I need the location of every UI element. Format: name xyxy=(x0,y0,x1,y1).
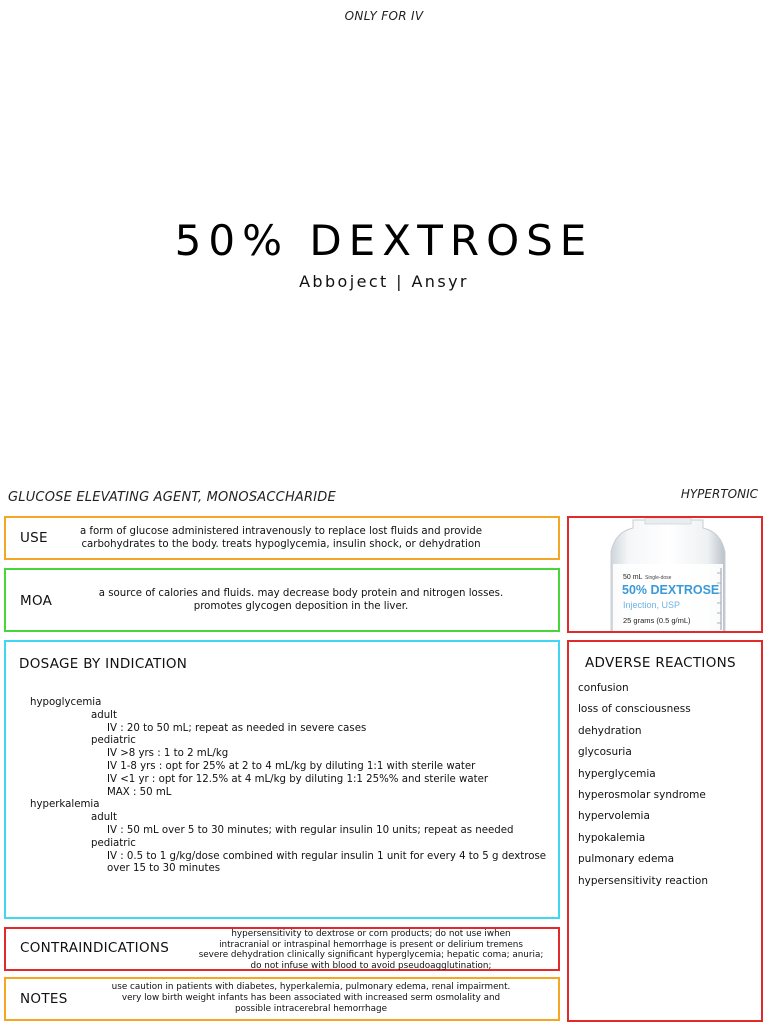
use-label: USE xyxy=(20,530,48,546)
dosage-instruction: IV <1 yr : opt for 12.5% at 4 mL/kg by diluting 1:1 25%% and sterile water xyxy=(107,773,489,785)
use-text-line: carbohydrates to the body. treats hypoglycemia, insulin shock, or dehydration xyxy=(81,539,481,550)
dosage-instruction: IV : 50 mL over 5 to 30 minutes; with regular insulin 10 units; repeat as needed xyxy=(107,825,514,836)
adverse-reaction-item: dehydration xyxy=(578,724,642,737)
moa-text-line: a source of calories and fluids. may decrease body protein and nitrogen losses. xyxy=(98,588,504,599)
adverse-reaction-item: hypersensitivity reaction xyxy=(578,874,708,887)
contraindications-section xyxy=(4,927,560,971)
vial-name-text: 50% DEXTROSE xyxy=(622,583,720,597)
dosage-instruction: IV : 0.5 to 1 g/kg/dose combined with regular insulin 1 unit for every 4 to 5 g dextrose xyxy=(107,850,547,862)
adverse-reaction-item: hypokalemia xyxy=(578,831,646,844)
contraindications-text-line: hypersensitivity to dextrose or corn products; do not use iwhen xyxy=(231,929,511,939)
adverse-reaction-item: loss of consciousness xyxy=(578,703,691,716)
adverse-reaction-item: hyperglycemia xyxy=(578,767,656,780)
dosage-instruction: IV : 20 to 50 mL; repeat as needed in severe cases xyxy=(107,722,367,734)
adverse-reactions-label: ADVERSE REACTIONS xyxy=(585,655,736,671)
vial-amount-text: 25 grams (0.5 g/mL) xyxy=(623,616,691,625)
dosage-label: DOSAGE BY INDICATION xyxy=(19,656,188,672)
route-note: ONLY FOR IV xyxy=(344,9,424,23)
dosage-instruction: MAX : 50 mL xyxy=(107,786,172,798)
contraindications-text-line: do not infuse with blood to avoid pseudoagglutination; xyxy=(250,960,492,971)
brand-names: Abboject | Ansyr xyxy=(299,272,469,291)
notes-label: NOTES xyxy=(20,991,68,1007)
vial-dose-text: Single-dose xyxy=(645,575,672,581)
adverse-reaction-item: pulmonary edema xyxy=(578,853,675,866)
dosage-instruction: over 15 to 30 minutes xyxy=(107,863,221,875)
notes-text-line: use caution in patients with diabetes, hyperkalemia, pulmonary edema, renal impairment. xyxy=(111,982,511,992)
adverse-reactions-section xyxy=(567,640,763,1022)
vial-type-text: Injection, USP xyxy=(623,600,681,610)
contraindications-text xyxy=(186,929,556,971)
vial-volume-text: 50 mL xyxy=(623,574,643,581)
moa-text xyxy=(86,587,516,613)
moa-section xyxy=(4,568,560,632)
dosage-population: pediatric xyxy=(91,735,136,747)
adverse-reaction-item: glycosuria xyxy=(578,746,632,759)
tonicity: HYPERTONIC xyxy=(680,487,758,501)
dosage-population: adult xyxy=(91,709,117,721)
notes-text-line: very low birth weight infants has been associated with increased serm osmolality and xyxy=(121,993,501,1004)
contraindications-text-line: severe dehydration clinically significant hyperglycemia; hepatic coma; anuria; xyxy=(198,950,544,961)
dosage-indication: hypoglycemia xyxy=(30,697,102,708)
dosage-population: adult xyxy=(91,812,117,824)
adverse-reaction-item: hypervolemia xyxy=(578,810,650,823)
product-image-frame xyxy=(567,516,763,633)
use-text xyxy=(66,525,496,551)
use-text-line: a form of glucose administered intravenously to replace lost fluids and provide xyxy=(79,526,483,537)
contraindications-label: CONTRAINDICATIONS xyxy=(20,940,170,956)
adverse-reaction-item: hyperosmolar syndrome xyxy=(578,789,706,801)
contraindications-text-line: intracranial or intraspinal hemorrhage is present or delirium tremens xyxy=(219,939,523,950)
vial-illustration xyxy=(603,518,733,633)
adverse-reaction-item: confusion xyxy=(578,682,629,694)
dosage-indication: hyperkalemia xyxy=(30,799,100,811)
dosage-section xyxy=(4,640,560,919)
dosage-instruction: IV >8 yrs : 1 to 2 mL/kg xyxy=(107,748,229,760)
vial-image xyxy=(603,518,733,633)
notes-text-line: possible intracerebral hemorrhage xyxy=(234,1004,388,1015)
moa-text-line: promotes glycogen deposition in the liver. xyxy=(193,601,409,612)
use-section xyxy=(4,516,560,560)
drug-class: GLUCOSE ELEVATING AGENT, MONOSACCHARIDE xyxy=(8,490,336,505)
moa-label: MOA xyxy=(20,593,53,609)
dosage-population: pediatric xyxy=(91,837,136,849)
drug-title: 50% DEXTROSE xyxy=(174,216,594,265)
dosage-instruction: IV 1-8 yrs : opt for 25% at 2 to 4 mL/kg by diluting 1:1 with sterile water xyxy=(107,761,476,772)
notes-section xyxy=(4,977,560,1021)
notes-text xyxy=(101,982,521,1016)
